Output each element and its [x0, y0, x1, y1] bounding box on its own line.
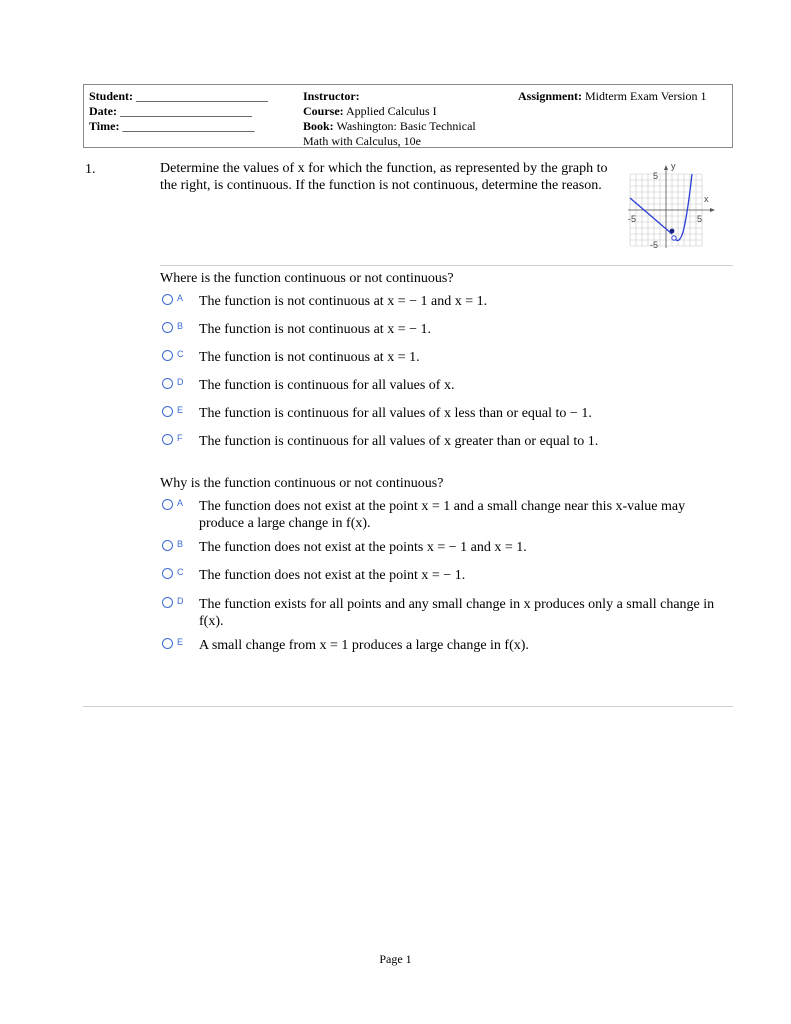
- book-value: Washington: Basic Technical: [336, 119, 476, 133]
- radio-button[interactable]: [162, 540, 173, 551]
- function-right-branch: [674, 174, 692, 240]
- part2-option-d[interactable]: [160, 596, 730, 630]
- option-text: The function is continuous for all values of x less than or equal to − 1.: [199, 406, 592, 421]
- book-label: Book:: [303, 119, 334, 133]
- student-blank: ______________________: [136, 89, 269, 103]
- open-point: [672, 236, 676, 240]
- y-tick-top: 5: [653, 171, 659, 181]
- function-graph: [620, 160, 720, 272]
- option-letter: A: [177, 498, 184, 508]
- part2-prompt: Why is the function continuous or not continuous?: [160, 476, 444, 491]
- part1-option-a[interactable]: [160, 293, 730, 310]
- course-label: Course:: [303, 104, 344, 118]
- page-number: Page 1: [379, 952, 412, 966]
- x-axis-arrow: [710, 208, 715, 212]
- y-tick-bottom: -5: [650, 240, 659, 250]
- course-value: Applied Calculus I: [346, 104, 437, 118]
- x-tick-right: 5: [697, 214, 703, 224]
- option-text: The function is not continuous at x = − 1.: [199, 322, 431, 337]
- part2-option-c[interactable]: [160, 567, 730, 584]
- radio-button[interactable]: [162, 499, 173, 510]
- part2-option-b[interactable]: [160, 539, 730, 556]
- option-letter: F: [177, 433, 183, 443]
- radio-button[interactable]: [162, 568, 173, 579]
- option-letter: C: [177, 567, 184, 577]
- header-assignment-column: [518, 89, 730, 104]
- radio-button[interactable]: [162, 597, 173, 608]
- radio-button[interactable]: [162, 322, 173, 333]
- part1-option-c[interactable]: [160, 349, 730, 366]
- option-letter: E: [177, 637, 184, 647]
- part1-option-e[interactable]: [160, 405, 730, 422]
- header-course-column: [303, 89, 503, 149]
- option-letter: C: [177, 349, 184, 359]
- question-number: 1.: [85, 162, 96, 177]
- date-blank: ______________________: [119, 104, 252, 118]
- option-letter: B: [177, 539, 184, 549]
- radio-button[interactable]: [162, 350, 173, 361]
- y-axis-arrow: [664, 165, 668, 170]
- radio-button[interactable]: [162, 294, 173, 305]
- time-label: Time:: [89, 119, 120, 133]
- option-letter: E: [177, 405, 184, 415]
- option-text: The function does not exist at the points x = − 1 and x = 1.: [199, 540, 527, 555]
- radio-button[interactable]: [162, 406, 173, 417]
- option-letter: A: [177, 293, 184, 303]
- part1-option-b[interactable]: [160, 321, 730, 338]
- part1-option-d[interactable]: [160, 377, 730, 394]
- option-text: The function is continuous for all values of x.: [199, 378, 455, 393]
- option-text: The function does not exist at the point x = 1 and a small change near this x-value may produce a large change in f(x).: [199, 499, 686, 531]
- option-letter: D: [177, 596, 184, 606]
- question-text: Determine the values of x for which the function, as represented by the graph to the right, is continuous. If the function is not continuous, determine the reason.: [160, 161, 608, 193]
- option-text: A small change from x = 1 produces a large change in f(x).: [199, 638, 529, 653]
- radio-button[interactable]: [162, 434, 173, 445]
- book-value-line2: Math with Calculus, 10e: [303, 134, 421, 148]
- end-divider: [83, 706, 733, 707]
- header-box: [83, 84, 733, 148]
- section-divider: [160, 265, 733, 266]
- student-label: Student:: [89, 89, 134, 103]
- assignment-value: Midterm Exam Version 1: [585, 89, 707, 103]
- option-letter: D: [177, 377, 184, 387]
- closed-point: [670, 229, 675, 234]
- x-axis-label: x: [704, 194, 709, 204]
- option-text: The function does not exist at the point x = − 1.: [199, 568, 466, 583]
- date-label: Date:: [89, 104, 117, 118]
- time-blank: ______________________: [122, 119, 255, 133]
- part1-prompt: Where is the function continuous or not continuous?: [160, 271, 454, 286]
- part1-option-f[interactable]: [160, 433, 730, 450]
- part2-option-e[interactable]: [160, 637, 730, 654]
- x-tick-left: -5: [628, 214, 637, 224]
- y-axis-label: y: [671, 161, 676, 171]
- option-text: The function is continuous for all values of x greater than or equal to 1.: [199, 434, 599, 449]
- option-text: The function is not continuous at x = 1.: [199, 350, 420, 365]
- assignment-label: Assignment:: [518, 89, 583, 103]
- option-letter: B: [177, 321, 184, 331]
- option-text: The function exists for all points and any small change in x produces only a small change in f(x).: [199, 597, 715, 629]
- radio-button[interactable]: [162, 638, 173, 649]
- instructor-label: Instructor:: [303, 89, 360, 103]
- part2-option-a[interactable]: [160, 498, 730, 532]
- radio-button[interactable]: [162, 378, 173, 389]
- header-student-column: [89, 89, 279, 134]
- option-text: The function is not continuous at x = − 1 and x = 1.: [199, 294, 488, 309]
